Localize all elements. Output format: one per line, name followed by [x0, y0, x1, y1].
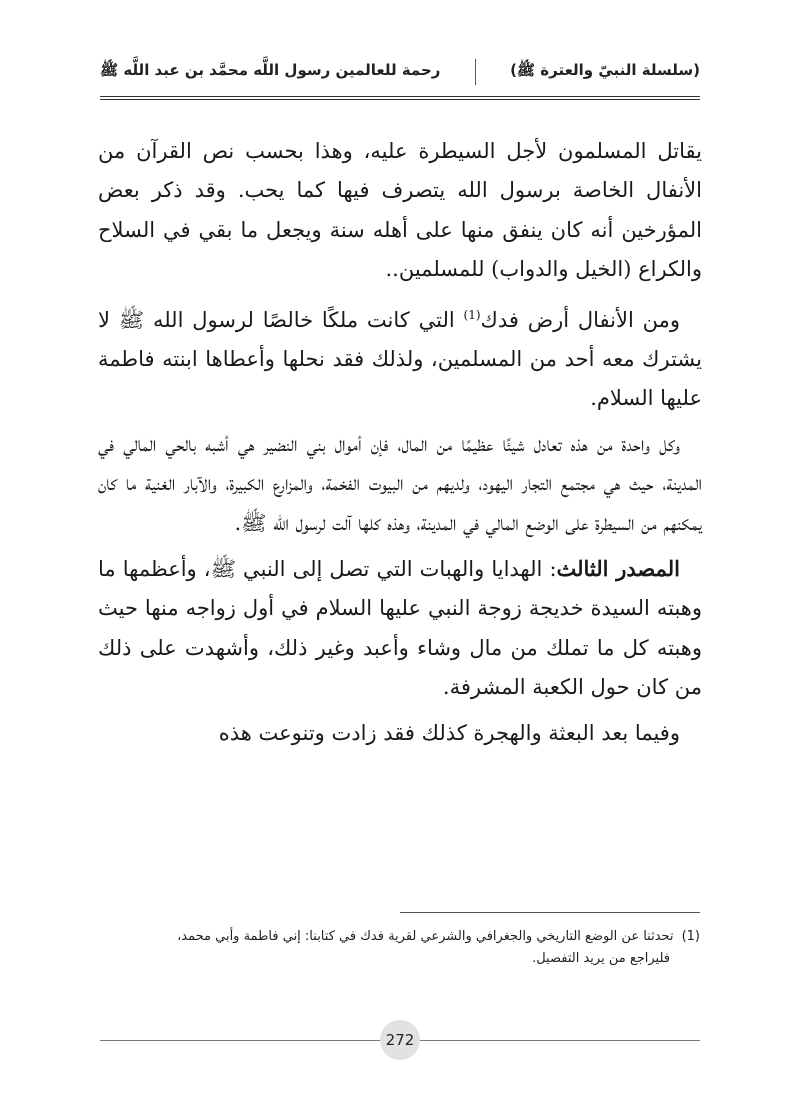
paragraph-2-rest: التي كانت ملكًا خالصًا لرسول الله ﷺ لا يشترك معه أحد من المسلمين، ولذلك فقد نحلها وأعطاها ابنته فاطمة عليها السلام.: [98, 307, 702, 411]
footnote-line-2: فليراجع من يريد التفصيل.: [532, 951, 670, 966]
book-title: رحمة للعالمين رسول اللَّه محمَّد بن عبد اللَّه ﷺ: [100, 61, 441, 79]
header-rule: [100, 96, 700, 97]
main-text: [98, 132, 702, 759]
paragraph-2-start: ومن الأنفال أرض فدك: [480, 307, 680, 332]
paragraph-3: وكل واحدة من هذه تعادل شيئًا عظيمًا من المال، فإن أموال بني النضير هي أشبه بالحي المالي في المدينة، حيث هي مجتمع التجار اليهود، ولديهم من البيوت الفخمة، والمزارع الكبيرة، والآبار الغنية ما كان يمكنهم من السيطرة على الوضع المالي في المدينة، وهذه كلها آلت لرسول الله ﷺ.: [98, 431, 702, 535]
paragraph-4: [98, 549, 702, 708]
section-label: المصدر الثالث: [556, 556, 680, 582]
footnote-line-1: تحدثنا عن الوضع التاريخي والجغرافي والشرعي لقرية فدك في كتابنا: إني فاطمة وأبي محمد،: [177, 929, 674, 944]
paragraph-5: وفيما بعد البعثة والهجرة كذلك فقد زادت وتنوعت هذه: [218, 720, 680, 745]
series-title: (سلسلة النبيّ والعترة ﷺ): [510, 61, 700, 79]
page-footer: [100, 1018, 700, 1062]
paragraph-2: [98, 296, 702, 419]
running-header: [100, 52, 700, 92]
header-separator: [475, 59, 476, 85]
footnote-rule: [400, 912, 700, 913]
paragraph-1: يقاتل المسلمون لأجل السيطرة عليه، وهذا بحسب نص القرآن من الأنفال الخاصة برسول الله يتصرف فيها كما يحب. وقد ذكر بعض المؤرخين أنه كان ينفق منها على أهله سنة ويجعل ما بقي في السلاح والكراع (الخيل والدواب) للمسلمين..: [98, 139, 702, 282]
page-number: 272: [380, 1020, 420, 1060]
footnote-ref[interactable]: (1): [463, 307, 481, 322]
paragraph-4-rest: : الهدايا والهبات التي تصل إلى النبي ﷺ، وأعظمها ما وهبته السيدة خديجة زوجة النبي عليها السلام في أول زواجه منها حيث وهبته كل ما تملك من مال وشاء وأعبد وغير ذلك، وأشهدت على ذلك من كان حول الكعبة المشرفة.: [98, 557, 702, 700]
footnote: [100, 926, 700, 970]
footnote-number: (1): [681, 929, 700, 944]
header-rule-double: [100, 99, 700, 100]
